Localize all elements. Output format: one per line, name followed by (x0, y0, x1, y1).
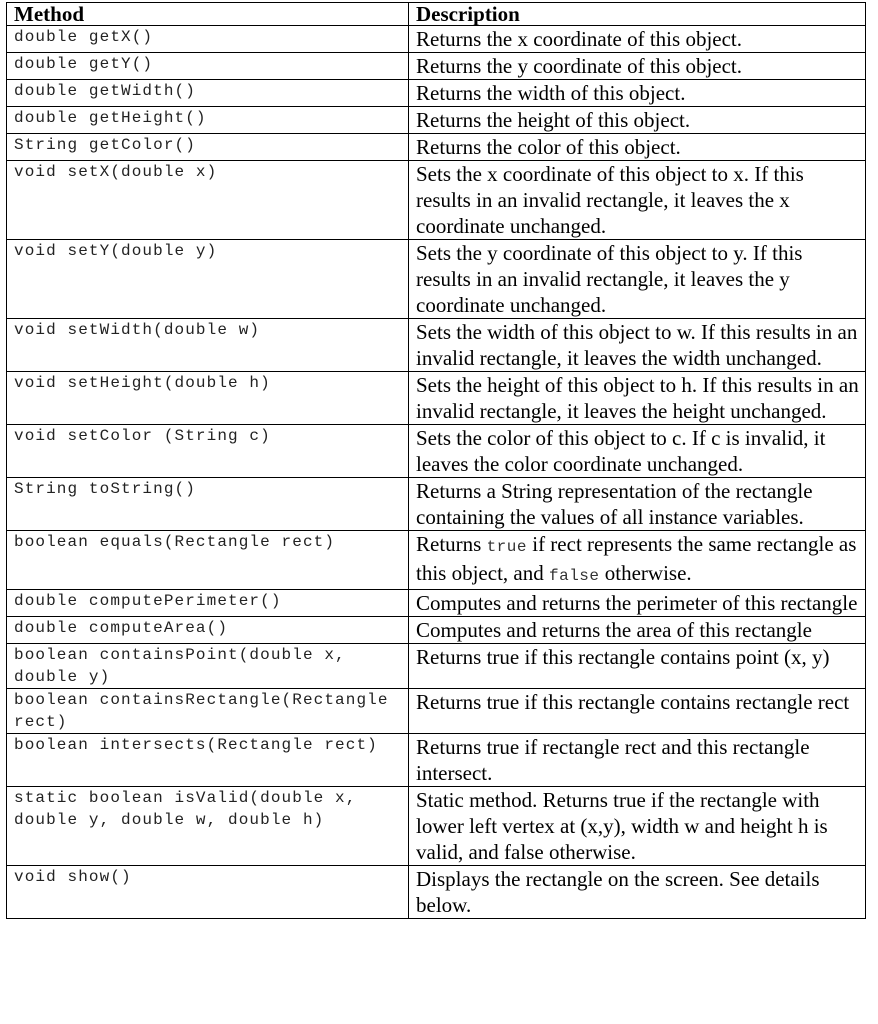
table-row (7, 134, 866, 161)
method-column-header: Method (7, 3, 409, 26)
method-description: Returns the color of this object. (409, 134, 866, 161)
table-header-row (7, 3, 866, 26)
table-row (7, 478, 866, 531)
method-signature: String getColor() (7, 134, 409, 161)
table-row (7, 80, 866, 107)
method-signature: void setColor (String c) (7, 425, 409, 478)
table-row (7, 319, 866, 372)
method-signature: static boolean isValid(double x, double y, double w, double h) (7, 787, 409, 866)
method-description: Computes and returns the perimeter of this rectangle (409, 590, 866, 617)
method-signature: double getX() (7, 26, 409, 53)
method-description: Static method. Returns true if the rectangle with lower left vertex at (x,y), width w and height h is valid, and false otherwise. (409, 787, 866, 866)
description-column-header: Description (409, 3, 866, 26)
method-description: Returns the height of this object. (409, 107, 866, 134)
table-row (7, 26, 866, 53)
method-signature: double computePerimeter() (7, 590, 409, 617)
method-signature: double getHeight() (7, 107, 409, 134)
table-row (7, 531, 866, 590)
table-row (7, 689, 866, 734)
method-description (409, 531, 866, 590)
method-description: Returns a String representation of the rectangle containing the values of all instance variables. (409, 478, 866, 531)
method-signature: boolean intersects(Rectangle rect) (7, 734, 409, 787)
method-signature: void setX(double x) (7, 161, 409, 240)
method-description: Returns the x coordinate of this object. (409, 26, 866, 53)
table-row (7, 590, 866, 617)
method-description: Returns true if rectangle rect and this rectangle intersect. (409, 734, 866, 787)
method-signature: double getY() (7, 53, 409, 80)
table-row (7, 240, 866, 319)
method-description: Returns true if this rectangle contains point (x, y) (409, 644, 866, 689)
description-text: Returns (416, 532, 487, 556)
method-signature: boolean containsRectangle(Rectangle rect) (7, 689, 409, 734)
table-row (7, 787, 866, 866)
method-signature: void setY(double y) (7, 240, 409, 319)
method-description: Returns the y coordinate of this object. (409, 53, 866, 80)
method-description: Sets the height of this object to h. If this results in an invalid rectangle, it leaves the height unchanged. (409, 372, 866, 425)
code-literal-false: false (548, 567, 600, 585)
method-signature: void setHeight(double h) (7, 372, 409, 425)
table-row (7, 617, 866, 644)
methods-table (6, 2, 866, 919)
table-row (7, 372, 866, 425)
table-row (7, 53, 866, 80)
description-text: if rect represents the same rectangle as this object, and (416, 532, 857, 585)
method-signature: double computeArea() (7, 617, 409, 644)
method-signature: void setWidth(double w) (7, 319, 409, 372)
method-signature: boolean equals(Rectangle rect) (7, 531, 409, 590)
table-row (7, 107, 866, 134)
code-literal-true: true (486, 538, 527, 556)
method-description: Computes and returns the area of this rectangle (409, 617, 866, 644)
table-row (7, 866, 866, 919)
method-description: Sets the y coordinate of this object to y. If this results in an invalid rectangle, it leaves the y coordinate unchanged. (409, 240, 866, 319)
method-signature: boolean containsPoint(double x, double y) (7, 644, 409, 689)
method-description: Returns true if this rectangle contains rectangle rect (409, 689, 866, 734)
table-row (7, 425, 866, 478)
table-row (7, 734, 866, 787)
table-row (7, 644, 866, 689)
method-description: Sets the color of this object to c. If c is invalid, it leaves the color coordinate unchanged. (409, 425, 866, 478)
method-signature: String toString() (7, 478, 409, 531)
method-signature: double getWidth() (7, 80, 409, 107)
method-description: Sets the width of this object to w. If this results in an invalid rectangle, it leaves the width unchanged. (409, 319, 866, 372)
method-description: Returns the width of this object. (409, 80, 866, 107)
method-description: Displays the rectangle on the screen. See details below. (409, 866, 866, 919)
table-row (7, 161, 866, 240)
description-text: otherwise. (599, 561, 692, 585)
method-signature: void show() (7, 866, 409, 919)
method-description: Sets the x coordinate of this object to x. If this results in an invalid rectangle, it leaves the x coordinate unchanged. (409, 161, 866, 240)
